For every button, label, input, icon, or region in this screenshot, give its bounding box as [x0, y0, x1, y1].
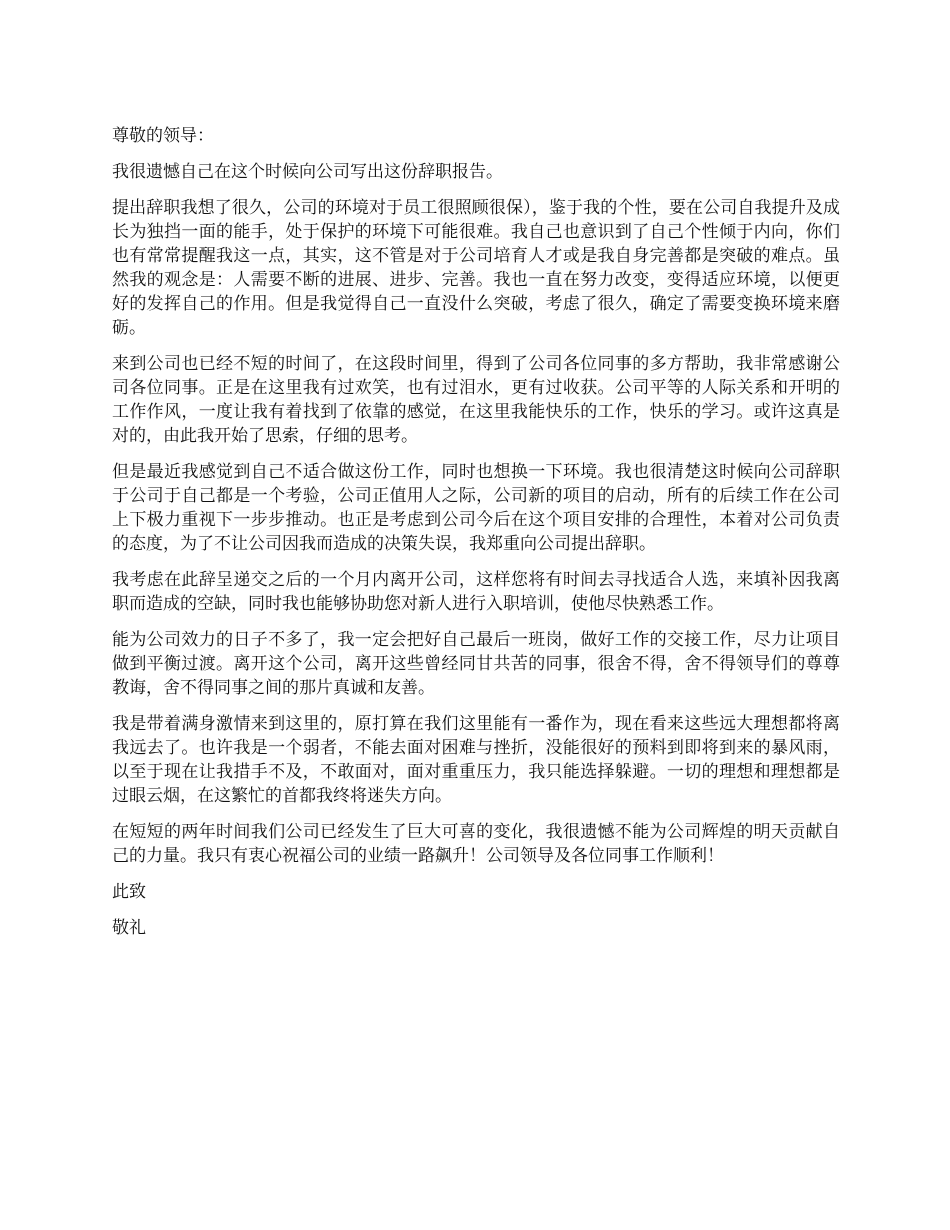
paragraph-7: 我是带着满身激情来到这里的，原打算在我们这里能有一番作为，现在看来这些远大理想都将离我远去了。也许我是一个弱者，不能去面对困难与挫折，没能很好的预料到即将到来的暴风雨，以至于现在让我措手不及，不敢面对，面对重重压力，我只能选择躲避。一切的理想和理想都是过眼云烟，在这繁忙的首都我终将迷失方向。	[112, 714, 840, 806]
paragraph-8: 在短短的两年时间我们公司已经发生了巨大可喜的变化，我很遗憾不能为公司辉煌的明天贡献自己的力量。我只有衷心祝福公司的业绩一路飙升！公司领导及各位同事工作顺利！	[112, 822, 840, 866]
paragraph-3: 来到公司也已经不短的时间了，在这段时间里，得到了公司各位同事的多方帮助，我非常感谢公司各位同事。正是在这里我有过欢笑，也有过泪水，更有过收获。公司平等的人际关系和开明的工作作风，一度让我有着找到了依靠的感觉，在这里我能快乐的工作，快乐的学习。或许这真是对的，由此我开始了思索，仔细的思考。	[112, 354, 840, 446]
salutation: 尊敬的领导：	[112, 126, 214, 146]
resignation-letter	[112, 124, 840, 952]
paragraph-4: 但是最近我感觉到自己不适合做这份工作，同时也想换一下环境。我也很清楚这时候向公司辞职于公司于自己都是一个考验，公司正值用人之际，公司新的项目的启动，所有的后续工作在公司上下极力重视下一步步推动。也正是考虑到公司今后在这个项目安排的合理性，本着对公司负责的态度，为了不让公司因我而造成的决策失误，我郑重向公司提出辞职。	[112, 462, 840, 554]
closing-salute: 敬礼	[112, 918, 146, 938]
paragraph-2: 提出辞职我想了很久，公司的环境对于员工很照顾很保），鉴于我的个性，要在公司自我提升及成长为独挡一面的能手，处于保护的环境下可能很难。我自己也意识到了自己个性倾于内向，你们也有常常提醒我这一点，其实，这不管是对于公司培育人才或是我自身完善都是突破的难点。虽然我的观念是：人需要不断的进展、进步、完善。我也一直在努力改变，变得适应环境，以便更好的发挥自己的作用。但是我觉得自己一直没什么突破，考虑了很久，确定了需要变换环境来磨砺。	[112, 198, 840, 338]
paragraph-6: 能为公司效力的日子不多了，我一定会把好自己最后一班岗，做好工作的交接工作，尽力让项目做到平衡过渡。离开这个公司，离开这些曾经同甘共苦的同事，很舍不得，舍不得领导们的尊尊教诲，舍不得同事之间的那片真诚和友善。	[112, 630, 840, 698]
paragraph-1: 我很遗憾自己在这个时候向公司写出这份辞职报告。	[112, 162, 503, 182]
paragraph-5: 我考虑在此辞呈递交之后的一个月内离开公司，这样您将有时间去寻找适合人选，来填补因我离职而造成的空缺，同时我也能够协助您对新人进行入职培训，使他尽快熟悉工作。	[112, 570, 840, 614]
closing-regards: 此致	[112, 882, 146, 902]
